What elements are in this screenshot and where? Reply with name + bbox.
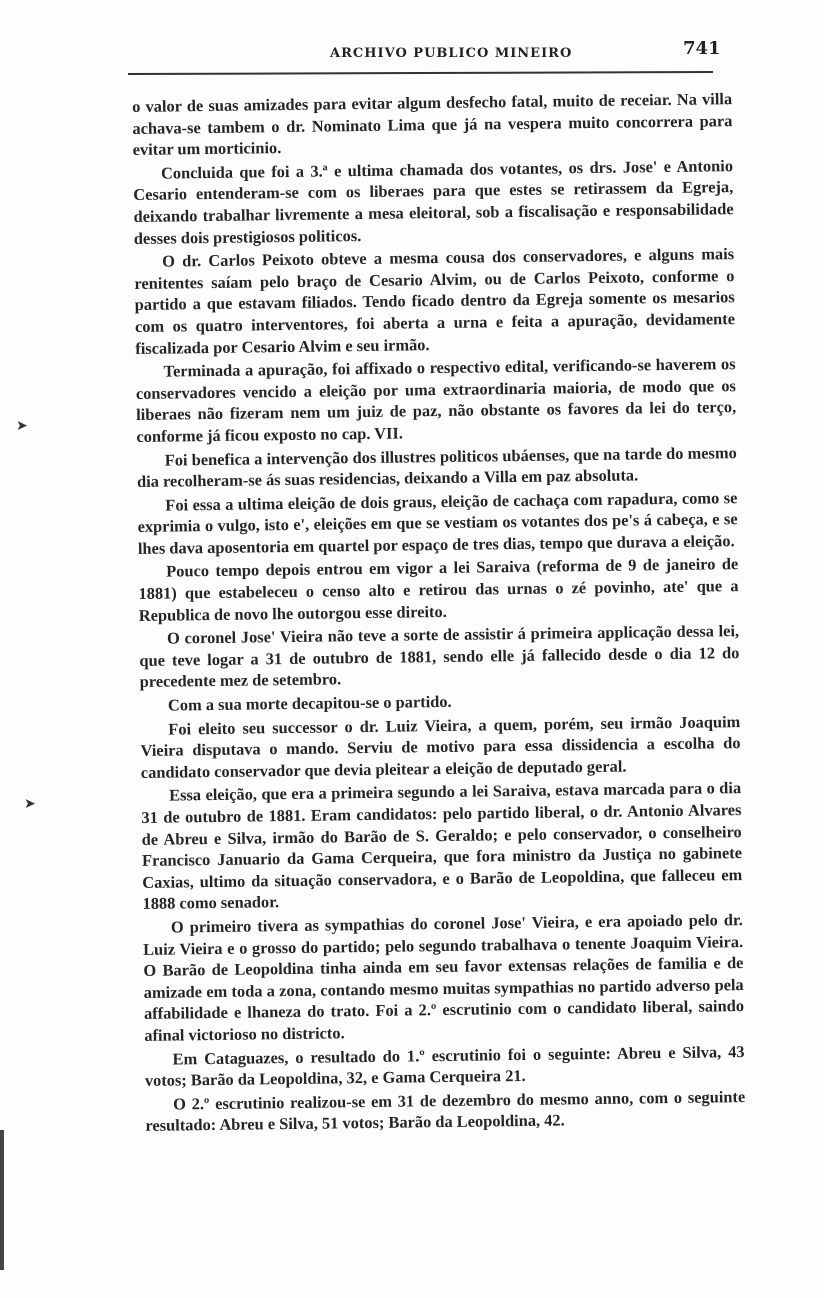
paragraph: Pouco tempo depois entrou em vigor a lei Saraiva (reforma de 9 de janeiro de 1881) que estabeleceu o censo alto e retirou das urnas o zé povinho, ate' que a Republica de novo lhe outorgou esse direito. [138,554,739,625]
paragraph: Foi essa a ultima eleição de dois graus, eleição de cachaça com rapadura, como se exprimia o vulgo, isto e', eleições em que se vestiam os votantes dos pe's á cabeça, e se lhes dava aposentoria em quartel por espaço de tres dias, tempo que durava a eleição. [137,487,738,558]
margin-arrow-icon: ➤ [16,418,28,434]
paragraph: Terminada a apuração, foi affixado o respectivo edital, verificando-se haverem os conservadores vencido a eleição por uma extraordinaria maioria, de modo que os liberaes não fizeram nem um juiz de paz, não obstante os favores da lei do terço, conforme já ficou exposto no cap. VII. [135,354,737,446]
paragraph: O 2.º escrutinio realizou-se em 31 de dezembro do mesmo anno, com o seguinte resultado: Abreu e Silva, 51 votos; Barão da Leopoldina, 42. [145,1086,746,1136]
paragraph: O coronel Jose' Vieira não teve a sorte de assistir á primeira applicação dessa lei, que teve logar a 31 de outubro de 1881, sendo elle já fallecido desde o dia 12 do precedente mez de setembro. [139,621,740,692]
paragraph: Essa eleição, que era a primeira segundo a lei Saraiva, estava marcada para o dia 31 de outubro de 1881. Eram candidatos: pelo partido liberal, o dr. Antonio Alvares de Abreu e Silva, irmão do Barão de S. Geraldo; e pelo conservador, o conselheiro Francisco Januario da Gama Cerqueira, que fora ministro da Justiça no gabinete Caxias, ultimo da situação conservadora, e o Barão de Leopoldina, que falleceu em 1888 como senador. [141,778,743,914]
running-title: ARCHIVO PUBLICO MINEIRO [330,46,573,61]
paragraph: Foi benefica a intervenção dos illustres politicos ubáenses, que na tarde do mesmo dia recolheram-se ás suas residencias, deixando a Villa em paz absoluta. [136,442,737,492]
paragraph: O primeiro tivera as sympathias do coronel Jose' Vieira, e era apoiado pelo dr. Luiz Vieira e o grosso do partido; pelo segundo trabalhava o tenente Joaquim Vieira. O Barão de Leopoldina tinha ainda em seu favor extensas relações de familia e de amizade em toda a zona, contando mesmo muitas sympathias no partido adverso pela affabilidade e lhaneza do trato. Foi a 2.º escrutinio com o candidato liberal, saindo afinal victorioso no districto. [143,910,745,1045]
paragraph: O dr. Carlos Peixoto obteve a mesma cousa dos conservadores, e alguns mais renitentes saíam pelo braço de Cesario Alvim, ou de Carlos Peixoto, conforme o partido a que estavam filiados. Tendo ficado dentro da Egreja somente os mesarios com os quatro interventores, foi aberta a urna e feita a apuração, devidamente fiscalizada por Cesario Alvim e seu irmão. [134,244,736,358]
binding-edge-shadow [0,1130,4,1270]
paragraph: Foi eleito seu successor o dr. Luiz Vieira, a quem, porém, seu irmão Joaquim Vieira disputava o mando. Serviu de motivo para essa dissidencia a escolha do candidato conservador que devia pleitear a eleição de deputado geral. [140,711,741,782]
page-number: 741 [683,38,721,59]
header-rule [128,71,713,75]
body-text [132,88,746,1139]
paragraph: Concluida que foi a 3.ª e ultima chamada dos votantes, os drs. Jose' e Antonio Cesario entenderam-se com os liberaes para que estes se retirassem da Egreja, deixando trabalhar livremente a mesa eleitoral, sob a fiscalisação e responsabilidade desses dois prestigiosos politicos. [133,155,734,248]
paragraph: o valor de suas amizades para evitar algum desfecho fatal, muito de receiar. Na villa achava-se tambem o dr. Nominato Lima que já na vespera muito concorrera para evitar um morticinio. [132,89,733,160]
paragraph: Com a sua morte decapitou-se o partido. [167,691,452,715]
margin-arrow-icon: ➤ [24,796,36,812]
paragraph: Em Cataguazes, o resultado do 1.º escrutinio foi o seguinte: Abreu e Silva, 43 votos; Barão da Leopoldina, 32, e Gama Cerqueira 21. [144,1041,745,1091]
